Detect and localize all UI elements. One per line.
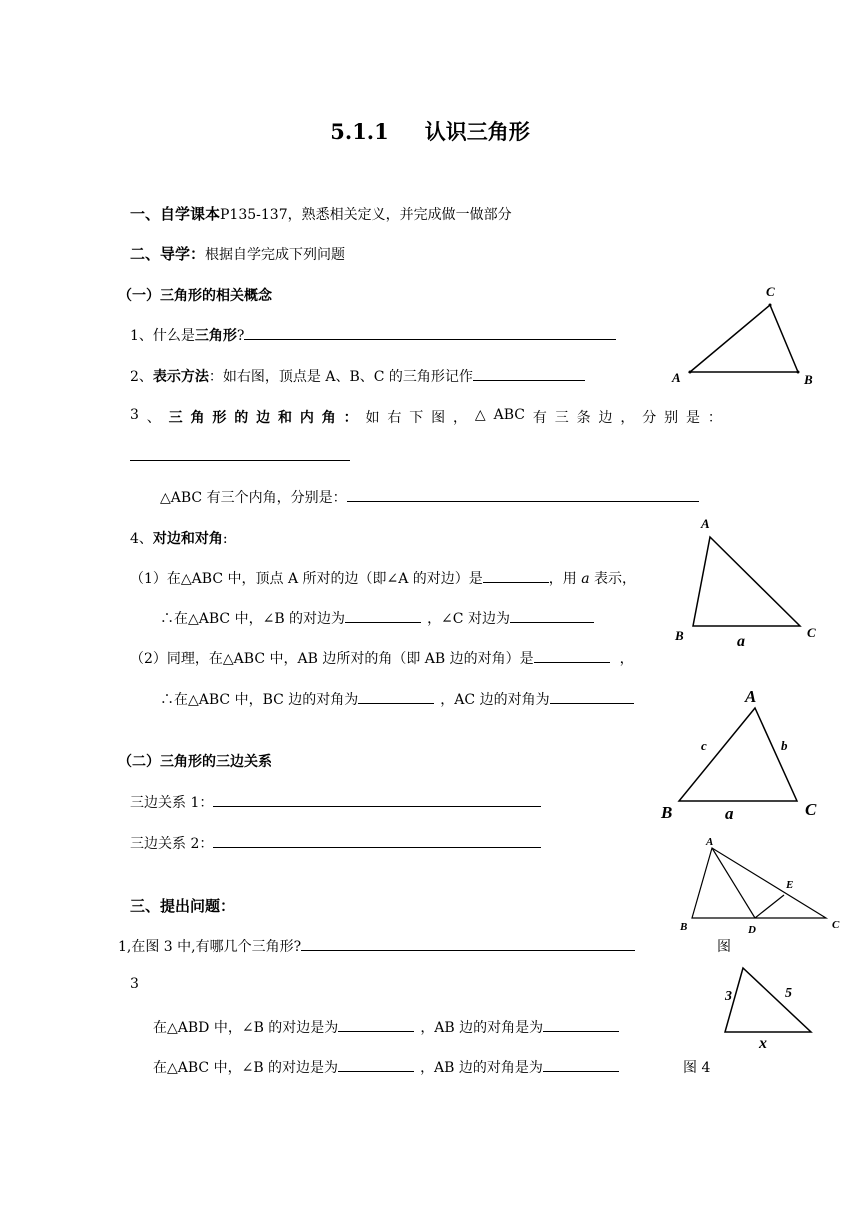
subsection-2-heading: （二）三角形的三边关系	[118, 754, 272, 770]
answer-blank[interactable]	[213, 833, 541, 848]
q3-char: ABC	[493, 407, 525, 423]
vertex-label-a: A	[745, 687, 757, 706]
side-label-b: b	[781, 738, 788, 753]
question-2-prefix: 2、	[130, 369, 153, 385]
question-1-suffix: ?	[236, 328, 245, 344]
q3-char: 的	[234, 410, 249, 426]
question-1-prefix: 1、什么是	[130, 328, 195, 344]
q3-char: 角	[321, 410, 336, 426]
question-1-bold: 三角形	[194, 328, 237, 344]
question-3-angles-text: △ABC 有三个内角，分别是：	[160, 490, 347, 506]
answer-blank[interactable]	[345, 608, 421, 623]
section-3-heading	[130, 895, 235, 916]
relation-1-label: 三边关系 1：	[130, 795, 214, 811]
answer-blank[interactable]	[130, 460, 350, 461]
q3-char: 内	[299, 410, 314, 426]
q3-char: 边	[256, 410, 271, 426]
answer-blank[interactable]	[338, 1017, 414, 1032]
answer-blank[interactable]	[510, 608, 594, 623]
vertex-label-b: B	[680, 921, 688, 933]
relation-1	[130, 792, 541, 812]
q3-char: 图	[431, 410, 446, 426]
vertex-label-d: D	[748, 924, 756, 936]
answer-blank[interactable]	[358, 689, 434, 704]
figure-triangle-3	[655, 684, 835, 826]
vertex-label-c: C	[766, 284, 775, 299]
q3-char: ：	[707, 410, 722, 426]
section-1-heading: 一、自学课本	[130, 205, 221, 223]
section-3-question-1	[118, 936, 635, 956]
question-4-part-2-therefore	[160, 689, 634, 709]
question-2-bold: 表示方法	[152, 369, 209, 385]
figure-3-label-a: 图	[717, 939, 731, 955]
figure-triangle-1	[660, 280, 830, 390]
q3-char: 角	[190, 410, 205, 426]
q3-char: 和	[278, 410, 293, 426]
vertex-label-a: A	[706, 836, 714, 848]
relation-2	[130, 833, 541, 853]
side-label-a: a	[737, 633, 745, 650]
q3-char: 有	[532, 410, 547, 426]
figure-triangle-5	[715, 960, 825, 1052]
s3-q1-text: 1,在图 3 中,有哪几个三角形?	[118, 939, 302, 955]
vertex-label-a: A	[672, 370, 681, 385]
q4-p3-a: （2）同理，在△ABC 中，AB 边所对的角（即 AB 边的对角）是	[130, 651, 534, 667]
vertex-label-c: C	[832, 919, 840, 931]
side-label-5: 5	[785, 986, 792, 1001]
q4-p4-a: ∴在△ABC 中，BC 边的对角为	[160, 692, 359, 708]
section-2	[130, 243, 345, 264]
q3-char: 别	[664, 410, 679, 426]
vertex-label-b: B	[661, 803, 673, 822]
q3-char: 右	[387, 410, 402, 426]
question-2	[130, 366, 585, 386]
answer-blank[interactable]	[213, 792, 541, 807]
vertex-label-c: C	[807, 625, 816, 640]
q4-p1-var: a	[581, 571, 590, 587]
vertex-label-c: C	[805, 800, 817, 819]
side-label-a: a	[725, 804, 734, 823]
question-3-line-1	[130, 407, 722, 427]
q3-char: 下	[409, 410, 424, 426]
question-4-heading	[130, 528, 228, 548]
s3-l1-b: ，AB 边的对角是为	[420, 1020, 544, 1036]
q3-char: ，	[620, 410, 635, 426]
q4-suffix: :	[222, 531, 228, 547]
q3-char: 3	[130, 407, 139, 423]
answer-blank[interactable]	[338, 1057, 414, 1072]
q3-char: 、	[146, 410, 161, 426]
q3-char: 形	[212, 410, 227, 426]
relation-2-label: 三边关系 2：	[130, 836, 214, 852]
q3-char: △	[474, 407, 486, 423]
section-3-heading-text: 三、提出问题：	[130, 897, 236, 915]
figure-triangle-4	[670, 832, 848, 942]
figure-3-label-b: 3	[130, 976, 139, 992]
s3-l2-a: 在△ABC 中，∠B 的对边是为	[153, 1060, 339, 1076]
figure-triangle-2	[665, 510, 835, 660]
title-text: 认识三角形	[424, 119, 530, 144]
side-label-c: c	[701, 738, 707, 753]
q4-p1-text: （1）在△ABC 中，顶点 A 所对的边（即∠A 的对边）是	[130, 571, 483, 587]
answer-blank[interactable]	[543, 1017, 619, 1032]
answer-blank[interactable]	[550, 689, 634, 704]
q3-char: 如	[365, 410, 380, 426]
q3-char: 三	[554, 410, 569, 426]
section-2-heading: 二、导学：	[130, 245, 206, 263]
q3-char: ，	[453, 410, 468, 426]
answer-blank[interactable]	[244, 325, 616, 340]
question-4-part-2	[130, 648, 634, 668]
figure-4-label: 图 4	[683, 1060, 711, 1076]
vertex-label-b: B	[675, 628, 684, 643]
q3-char: ：	[343, 410, 358, 426]
answer-blank[interactable]	[534, 648, 610, 663]
question-4-part-1	[130, 568, 636, 588]
answer-blank[interactable]	[543, 1057, 619, 1072]
q4-p4-b: ，AC 边的对角为	[440, 692, 550, 708]
side-label-x: x	[759, 1035, 767, 1052]
q4-p2-a: ∴在△ABC 中，∠B 的对边为	[160, 611, 346, 627]
q4-bold: 对边和对角	[152, 531, 223, 547]
q4-p2-b: ，∠C 对边为	[427, 611, 510, 627]
q3-char: 边	[598, 410, 613, 426]
answer-blank[interactable]	[301, 936, 635, 951]
section-2-text: 根据自学完成下列问题	[205, 247, 346, 263]
question-2-suffix: ：如右图，顶点是 A、B、C 的三角形记作	[208, 369, 473, 385]
q3-char: 分	[642, 410, 657, 426]
vertex-label-b: B	[804, 372, 813, 387]
answer-blank[interactable]	[347, 487, 699, 502]
answer-blank[interactable]	[473, 366, 585, 381]
answer-blank[interactable]	[483, 568, 549, 583]
question-4-part-1-therefore	[160, 608, 594, 628]
section-1	[130, 203, 512, 224]
section-1-text: P135-137，熟悉相关定义，并完成做一做部分	[220, 207, 512, 223]
section-3-line-1	[153, 1017, 619, 1037]
q4-num: 4、	[130, 531, 153, 547]
side-label-3: 3	[725, 989, 732, 1004]
subsection-1-heading: （一）三角形的相关概念	[118, 288, 272, 304]
s3-l2-b: ，AB 边的对角是为	[420, 1060, 543, 1076]
q4-p1-tail: ，用	[548, 571, 582, 587]
q3-char: 三	[168, 410, 183, 426]
q4-p3-b: ，	[619, 651, 634, 667]
page-title	[0, 116, 860, 146]
q4-p1-tail-b: 表示，	[589, 571, 637, 587]
vertex-label-e: E	[786, 879, 794, 891]
question-1	[130, 325, 616, 345]
s3-l1-a: 在△ABD 中，∠B 的对边是为	[153, 1020, 339, 1036]
q3-char: 是	[685, 410, 700, 426]
question-3-line-2	[160, 487, 699, 507]
q3-char: 条	[576, 410, 591, 426]
section-3-line-2	[153, 1057, 619, 1077]
title-number: 5.1.1	[330, 119, 389, 144]
vertex-label-a: A	[701, 516, 710, 531]
